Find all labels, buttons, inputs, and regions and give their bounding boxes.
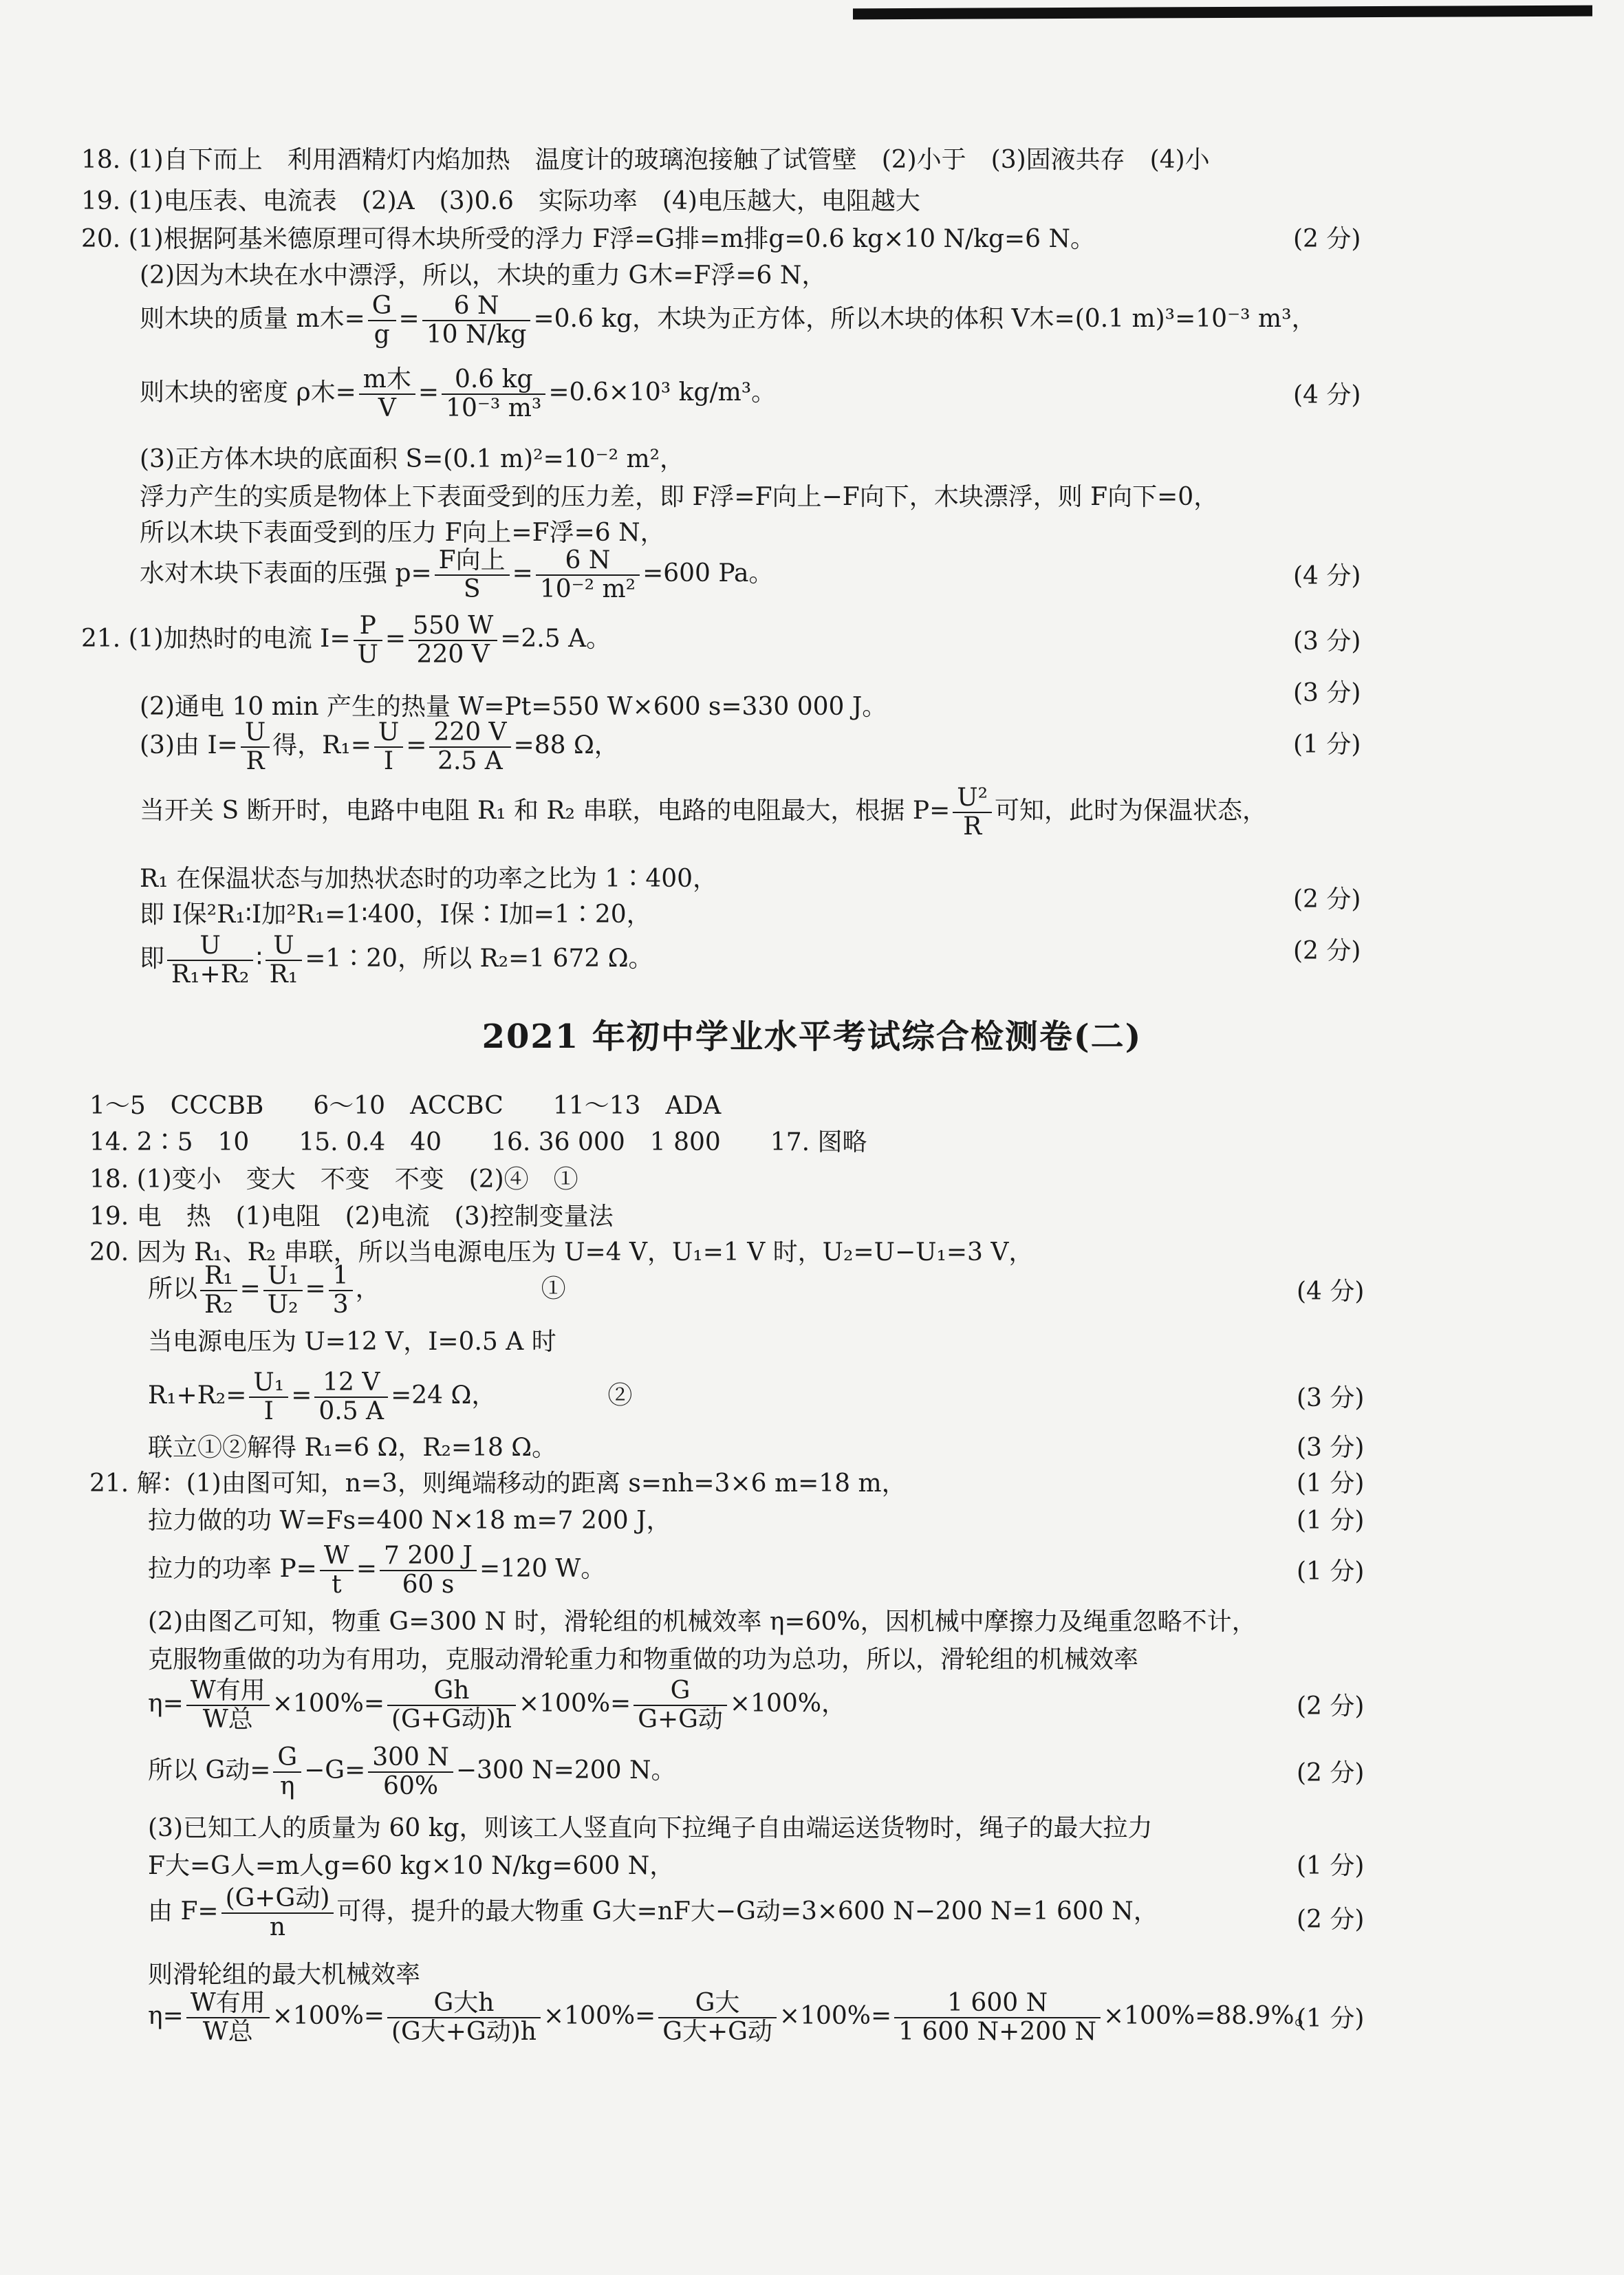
denominator: g: [373, 321, 390, 349]
answer-line: (3)正方体木块的底面积 S=(0.1 m)²=10⁻² m²，: [140, 445, 685, 473]
answer-line: 1～5 CCCBB 6～10 ACCBC 11～13 ADA: [89, 1092, 722, 1120]
formula-operator: =: [305, 1275, 326, 1303]
formula-line: [148, 1885, 1158, 1941]
formula-text: ×100%，: [729, 1690, 846, 1718]
denominator: 1 600 N+200 N: [898, 2018, 1096, 2046]
formula-line: [81, 612, 611, 669]
denominator: U₂: [267, 1291, 299, 1319]
formula-operator: =: [418, 378, 440, 407]
denominator: 220 V: [416, 640, 490, 669]
answer-line: 拉力做的功 W=Fs=400 N×18 m=7 200 J，: [148, 1507, 671, 1535]
denominator: S: [463, 575, 481, 603]
formula-text: η=: [148, 2002, 184, 2030]
denominator: R: [963, 812, 982, 841]
formula-text: 可知，此时为保温状态，: [995, 797, 1268, 825]
fraction: [953, 784, 992, 841]
numerator: 550 W: [409, 612, 497, 641]
numerator: U: [167, 932, 253, 961]
fraction: [435, 547, 510, 603]
numerator: Gh: [387, 1677, 516, 1706]
numerator: 220 V: [429, 719, 510, 748]
score-label: (3 分): [1297, 1384, 1365, 1412]
formula-text: 21. (1)加热时的电流 I=: [81, 625, 351, 653]
formula-operator: =: [406, 731, 427, 759]
numerator: U₁: [249, 1369, 288, 1398]
formula-text: 当开关 S 断开时，电路中电阻 R₁ 和 R₂ 串联，电路的电阻最大，根据 P=: [140, 797, 951, 825]
fraction: [249, 1369, 288, 1425]
formula-text: η=: [148, 1690, 184, 1718]
numerator: 6 N: [422, 292, 531, 321]
formula-operator: =: [512, 559, 533, 587]
answer-line: 所以木块下表面受到的压力 F向上=F浮=6 N，: [140, 519, 665, 547]
answer-line: 则滑轮组的最大机械效率: [148, 1961, 421, 1989]
formula-operator: ×100%=: [272, 1690, 385, 1718]
formula-text: 所以: [148, 1275, 198, 1303]
formula-operator: ×100%=: [518, 1690, 631, 1718]
answer-line: (2)由图乙可知，物重 G=300 N 时，滑轮组的机械效率 η=60%，因机械中摩擦力及绳重忽略不计，: [148, 1608, 1257, 1636]
formula-operator: ×100%=: [272, 2002, 385, 2030]
score-label: (2 分): [1297, 1692, 1365, 1721]
formula-text: ×100%=88.9%。: [1103, 2002, 1319, 2030]
formula-text: ， ①: [355, 1275, 566, 1303]
answer-line: 19. 电 热 (1)电阻 (2)电流 (3)控制变量法: [89, 1203, 614, 1231]
denominator: I: [383, 747, 394, 775]
fraction: [167, 932, 253, 989]
fraction: [409, 612, 497, 669]
numerator: U²: [953, 784, 992, 813]
fraction: [387, 1990, 541, 2046]
fraction: [894, 1990, 1101, 2046]
numerator: U: [241, 719, 270, 748]
numerator: G: [273, 1744, 301, 1773]
score-label: (4 分): [1293, 562, 1361, 590]
fraction: [266, 932, 303, 989]
denominator: 10⁻³ m³: [446, 394, 542, 422]
formula-text: =0.6×10³ kg/m³。: [548, 378, 777, 407]
numerator: F向上: [435, 547, 510, 576]
denominator: G大+G动: [662, 2018, 772, 2046]
fraction: [536, 547, 640, 603]
denominator: t: [332, 1571, 342, 1599]
formula-line: [148, 1744, 676, 1800]
score-label: (3 分): [1293, 627, 1361, 656]
score-label: (2 分): [1297, 1759, 1365, 1787]
formula-operator: =: [385, 625, 407, 653]
fraction: [429, 719, 510, 775]
fraction: [442, 366, 545, 422]
denominator: 0.5 A: [318, 1397, 385, 1425]
numerator: 300 N: [368, 1744, 453, 1773]
formula-line: [148, 1990, 1319, 2046]
section-heading: 2021 年初中学业水平考试综合检测卷(二): [481, 1017, 1143, 1056]
denominator: R₁: [269, 960, 299, 989]
formula-text: 由 F=: [148, 1897, 219, 1926]
fraction: [186, 1990, 270, 2046]
formula-text: =1∶20，所以 R₂=1 672 Ω。: [305, 945, 653, 973]
answer-line: 当电源电压为 U=12 V，I=0.5 A 时: [148, 1328, 556, 1356]
formula-operator: ×100%=: [543, 2002, 656, 2030]
formula-operator: =: [291, 1381, 312, 1410]
numerator: 1 600 N: [894, 1990, 1101, 2018]
answer-line: F大=G人=m人g=60 kg×10 N/kg=600 N，: [148, 1852, 675, 1880]
answer-line: 克服物重做的功为有用功，克服动滑轮重力和物重做的功为总功，所以，滑轮组的机械效率: [148, 1646, 1139, 1674]
formula-text: 则木块的质量 m木=: [140, 305, 365, 333]
fraction: [186, 1677, 270, 1734]
formula-line: [140, 292, 1317, 349]
formula-text: 即: [140, 945, 165, 973]
formula-line: [140, 366, 776, 422]
denominator: R₁+R₂: [171, 960, 250, 989]
answer-line: 14. 2∶5 10 15. 0.4 40 16. 36 000 1 800 17. 图略: [89, 1128, 867, 1156]
denominator: V: [378, 394, 396, 422]
fraction: [273, 1744, 301, 1800]
denominator: 10 N/kg: [426, 321, 527, 349]
formula-line: [140, 547, 773, 603]
fraction: [221, 1885, 334, 1941]
formula-text: −300 N=200 N。: [455, 1756, 676, 1785]
formula-operator: =: [239, 1275, 261, 1303]
formula-text: 则木块的密度 ρ木=: [140, 378, 356, 407]
numerator: 1: [329, 1262, 353, 1291]
answer-line: 即 I保²R₁∶I加²R₁=1∶400，I保∶I加=1∶20，: [140, 901, 651, 929]
numerator: U₁: [263, 1262, 303, 1291]
formula-text: (3)由 I=: [140, 731, 238, 759]
numerator: U: [266, 932, 303, 961]
fraction: [314, 1369, 388, 1425]
fraction: [359, 366, 415, 422]
fraction: [368, 292, 396, 349]
numerator: R₁: [200, 1262, 237, 1291]
formula-line: [140, 932, 653, 989]
numerator: W有用: [186, 1677, 270, 1706]
numerator: m木: [359, 366, 415, 395]
fraction: [368, 1744, 453, 1800]
denominator: R: [246, 747, 265, 775]
denominator: 60 s: [402, 1571, 455, 1599]
score-label: (3 分): [1297, 1434, 1365, 1462]
denominator: 3: [332, 1291, 349, 1319]
formula-text: =600 Pa。: [642, 559, 774, 587]
denominator: W总: [202, 1705, 253, 1734]
formula-text: =0.6 kg，木块为正方体，所以木块的体积 V木=(0.1 m)³=10⁻³ m³，: [533, 305, 1317, 333]
formula-line: [148, 1677, 846, 1734]
answer-line: (3)已知工人的质量为 60 kg，则该工人竖直向下拉绳子自由端运送货物时，绳子的最大拉力: [148, 1814, 1153, 1842]
fraction: [329, 1262, 353, 1319]
score-label: (1 分): [1297, 1557, 1365, 1586]
fraction: [380, 1542, 477, 1599]
denominator: 60%: [383, 1772, 439, 1800]
numerator: G: [368, 292, 396, 321]
answer-line: 浮力产生的实质是物体上下表面受到的压力差，即 F浮=F向上−F向下，木块漂浮，则 F向下=0，: [140, 483, 1219, 511]
fraction: [634, 1677, 727, 1734]
score-label: (1 分): [1297, 2005, 1365, 2033]
fraction: [658, 1990, 777, 2046]
formula-operator: =: [356, 1555, 378, 1583]
formula-text: 拉力的功率 P=: [148, 1555, 317, 1583]
denominator: I: [263, 1397, 274, 1425]
answer-line: 联立①②解得 R₁=6 Ω，R₂=18 Ω。: [148, 1434, 557, 1462]
fraction: [387, 1677, 516, 1734]
denominator: (G大+G动)h: [391, 2018, 537, 2046]
formula-operator: 得，R₁=: [272, 731, 371, 759]
formula-text: =24 Ω， ②: [391, 1381, 633, 1410]
answer-line: (2)通电 10 min 产生的热量 W=Pt=550 W×600 s=330 000 J。: [140, 693, 887, 721]
fraction: [354, 612, 382, 669]
formula-line: [148, 1262, 566, 1319]
score-label: (1 分): [1297, 1852, 1365, 1880]
formula-text: 水对木块下表面的压强 p=: [140, 559, 432, 587]
score-label: (2 分): [1297, 1906, 1365, 1934]
numerator: (G+G动): [221, 1885, 334, 1914]
answer-line: R₁ 在保温状态与加热状态时的功率之比为 1∶400，: [140, 865, 718, 893]
formula-text: =2.5 A。: [500, 625, 611, 653]
formula-line: [140, 719, 619, 775]
answer-line: 18. (1)变小 变大 不变 不变 (2)④ ①: [89, 1165, 578, 1194]
formula-operator: ∶: [256, 945, 263, 973]
denominator: R₂: [204, 1291, 233, 1319]
score-label: (3 分): [1293, 679, 1361, 707]
answer-line: 21. 解：(1)由图可知，n=3，则绳端移动的距离 s=nh=3×6 m=18 m，: [89, 1469, 907, 1498]
numerator: P: [354, 612, 382, 641]
denominator: G+G动: [638, 1705, 723, 1734]
formula-operator: ×100%=: [779, 2002, 892, 2030]
formula-line: [148, 1369, 632, 1425]
formula-text: 所以 G动=: [148, 1756, 271, 1785]
score-label: (4 分): [1293, 381, 1361, 409]
denominator: (G+G动)h: [391, 1705, 512, 1734]
answer-line: 18. (1)自下而上 利用酒精灯内焰加热 温度计的玻璃泡接触了试管壁 (2)小于 (3)固液共存 (4)小: [81, 146, 1210, 174]
numerator: G: [634, 1677, 727, 1706]
score-label: (4 分): [1297, 1277, 1365, 1306]
formula-line: [148, 1542, 605, 1599]
formula-text: 可得，提升的最大物重 G大=nF大−G动=3×600 N−200 N=1 600 N，: [336, 1897, 1158, 1926]
denominator: W总: [202, 2018, 253, 2046]
answer-line: 19. (1)电压表、电流表 (2)A (3)0.6 实际功率 (4)电压越大，电阻越大: [81, 187, 920, 215]
score-label: (1 分): [1293, 731, 1361, 759]
fraction: [320, 1542, 354, 1599]
denominator: n: [269, 1913, 286, 1941]
denominator: 10⁻² m²: [539, 575, 636, 603]
formula-text: =120 W。: [479, 1555, 606, 1583]
denominator: U: [357, 640, 378, 669]
denominator: 2.5 A: [437, 747, 503, 775]
formula-text: R₁+R₂=: [148, 1381, 247, 1410]
fraction: [374, 719, 403, 775]
formula-operator: =: [398, 305, 420, 333]
fraction: [200, 1262, 237, 1319]
answer-line: 20. (1)根据阿基米德原理可得木块所受的浮力 F浮=G排=m排g=0.6 kg×10 N/kg=6 N。: [81, 225, 1096, 253]
score-label: (1 分): [1297, 1469, 1365, 1498]
formula-line: [140, 784, 1267, 841]
numerator: U: [374, 719, 403, 748]
fraction: [241, 719, 270, 775]
numerator: G大h: [387, 1990, 541, 2018]
numerator: W: [320, 1542, 354, 1571]
formula-text: =88 Ω，: [513, 731, 619, 759]
score-label: (2 分): [1293, 937, 1361, 965]
numerator: 0.6 kg: [442, 366, 545, 395]
fraction: [263, 1262, 303, 1319]
numerator: 6 N: [536, 547, 640, 576]
score-label: (2 分): [1293, 885, 1361, 914]
formula-operator: −G=: [304, 1756, 366, 1785]
score-label: (1 分): [1297, 1507, 1365, 1535]
numerator: 12 V: [314, 1369, 388, 1398]
denominator: η: [279, 1772, 295, 1800]
scan-edge-bar: [853, 6, 1592, 20]
fraction: [422, 292, 531, 349]
answer-line: 20. 因为 R₁、R₂ 串联，所以当电源电压为 U=4 V，U₁=1 V 时，U₂=U−U₁=3 V，: [89, 1238, 1034, 1266]
score-label: (2 分): [1293, 225, 1361, 253]
numerator: 7 200 J: [380, 1542, 477, 1571]
numerator: W有用: [186, 1990, 270, 2018]
numerator: G大: [658, 1990, 777, 2018]
answer-line: (2)因为木块在水中漂浮，所以，木块的重力 G木=F浮=6 N，: [140, 261, 827, 290]
